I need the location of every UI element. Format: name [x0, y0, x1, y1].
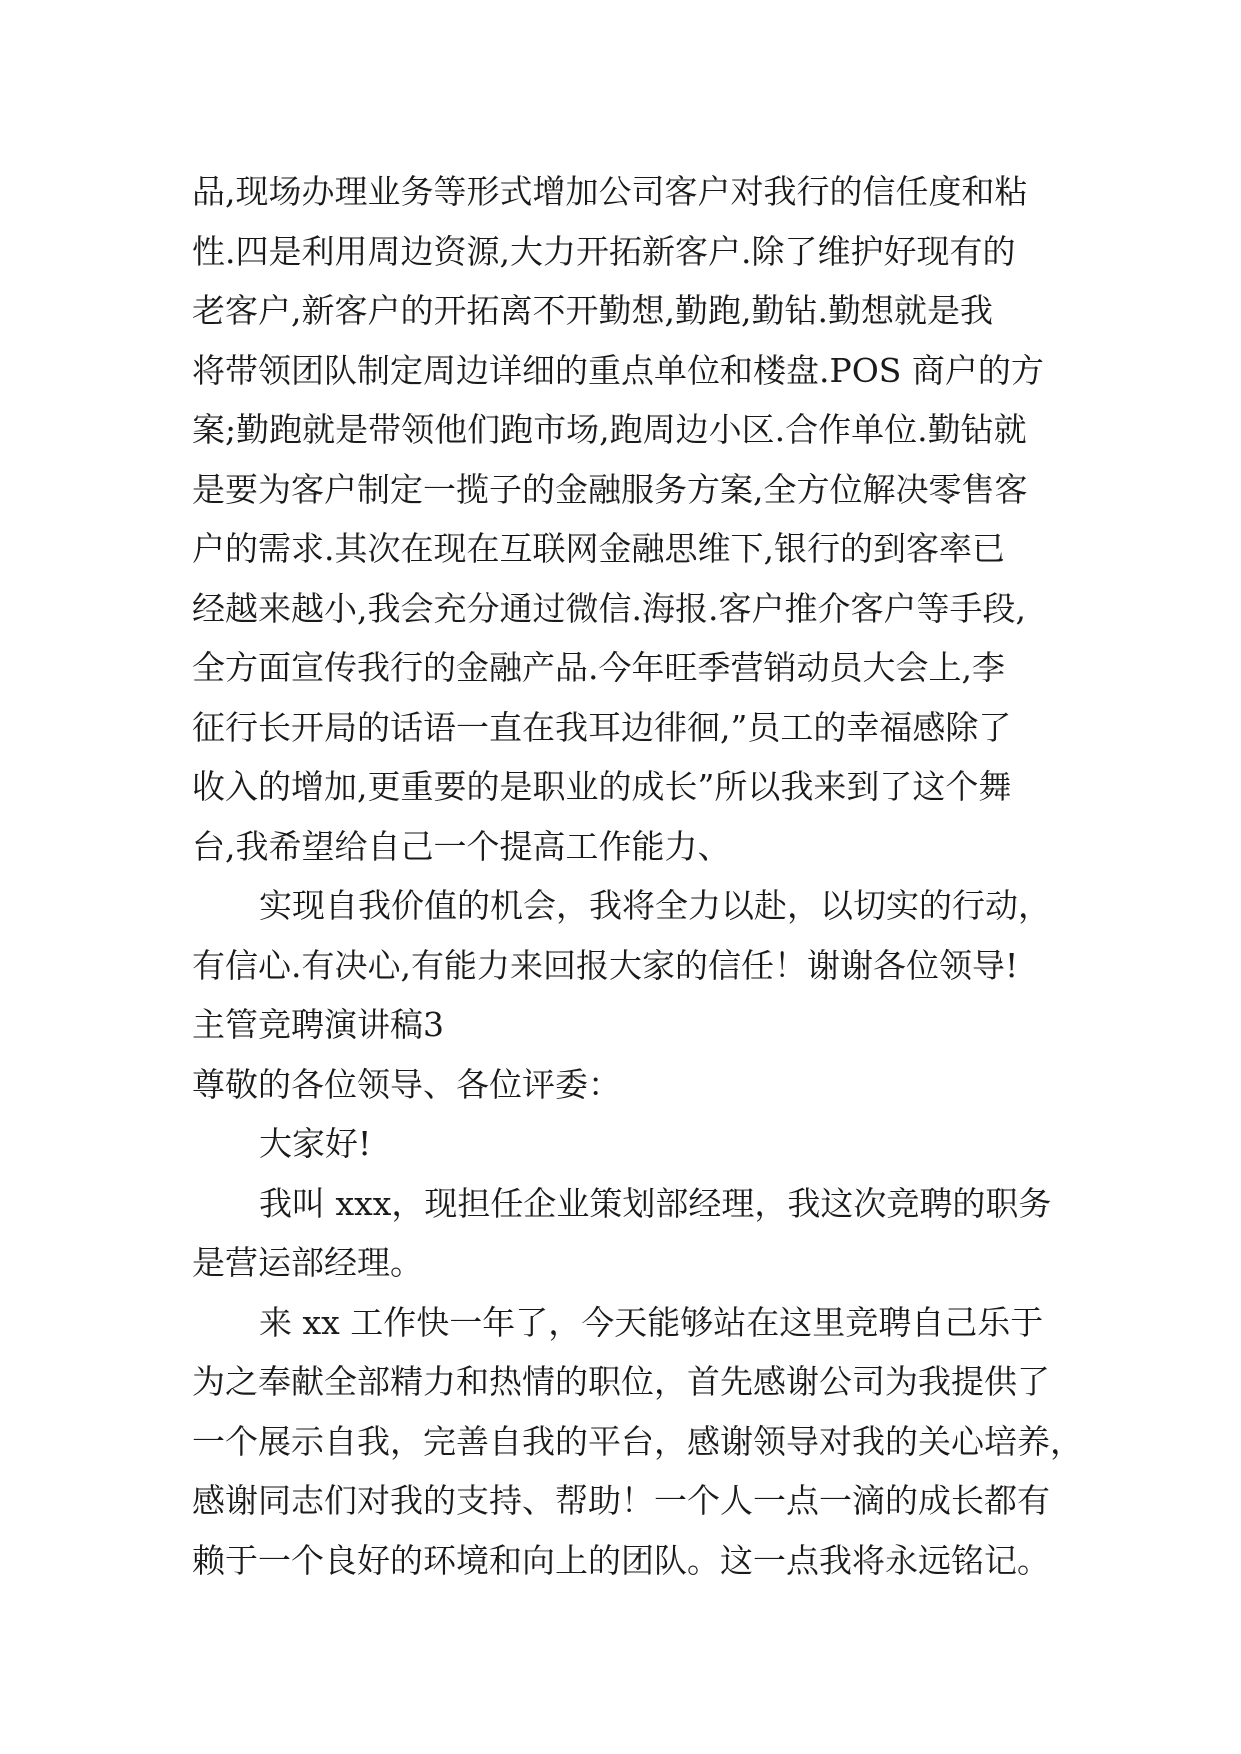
text-line: 来 xx 工作快一年了，今天能够站在这里竞聘自己乐于	[259, 1302, 1044, 1342]
text-line: 有信心.有决心,有能力来回报大家的信任！谢谢各位领导!	[192, 945, 1019, 985]
text-line: 将带领团队制定周边详细的重点单位和楼盘.POS 商户的方	[192, 350, 1044, 390]
text-line: 尊敬的各位领导、各位评委：	[192, 1064, 621, 1104]
text-line: 感谢同志们对我的支持、帮助！一个人一点一滴的成长都有	[192, 1481, 1050, 1520]
text-line: 大家好!	[259, 1124, 372, 1163]
text-line: 是营运部经理。	[192, 1243, 423, 1282]
text-line: 为之奉献全部精力和热情的职位，首先感谢公司为我提供了	[192, 1362, 1050, 1401]
text-line: 主管竞聘演讲稿3	[192, 1005, 444, 1044]
text-line: 一个展示自我，完善自我的平台，感谢领导对我的关心培养，	[192, 1421, 1083, 1461]
document-body	[192, 162, 1092, 1590]
text-line: 老客户,新客户的开拓离不开勤想,勤跑,勤钻.勤想就是我	[192, 291, 993, 330]
text-line: 收入的增加,更重要的是职业的成长”所以我来到了这个舞	[192, 767, 1012, 806]
text-line: 全方面宣传我行的金融产品.今年旺季营销动员大会上,李	[192, 648, 1005, 687]
text-line: 征行长开局的话语一直在我耳边徘徊,”员工的幸福感除了	[192, 707, 1012, 747]
text-line: 台,我希望给自己一个提高工作能力、	[192, 826, 731, 866]
text-line: 是要为客户制定一揽子的金融服务方案,全方位解决零售客	[192, 469, 1028, 509]
text-line: 品,现场办理业务等形式增加公司客户对我行的信任度和粘	[192, 172, 1028, 211]
text-line: 实现自我价值的机会，我将全力以赴，以切实的行动，	[259, 886, 1051, 925]
text-line: 经越来越小,我会充分通过微信.海报.客户推介客户等手段,	[192, 588, 1026, 628]
text-line: 赖于一个良好的环境和向上的团队。这一点我将永远铭记。	[192, 1540, 1050, 1580]
text-line: 案;勤跑就是带领他们跑市场,跑周边小区.合作单位.勤钻就	[192, 410, 1027, 449]
text-line: 户的需求.其次在现在互联网金融思维下,银行的到客率已	[192, 529, 1005, 568]
text-line: 性.四是利用周边资源,大力开拓新客户.除了维护好现有的	[192, 231, 1016, 271]
text-line: 我叫 xxx，现担任企业策划部经理，我这次竞聘的职务	[259, 1183, 1052, 1223]
